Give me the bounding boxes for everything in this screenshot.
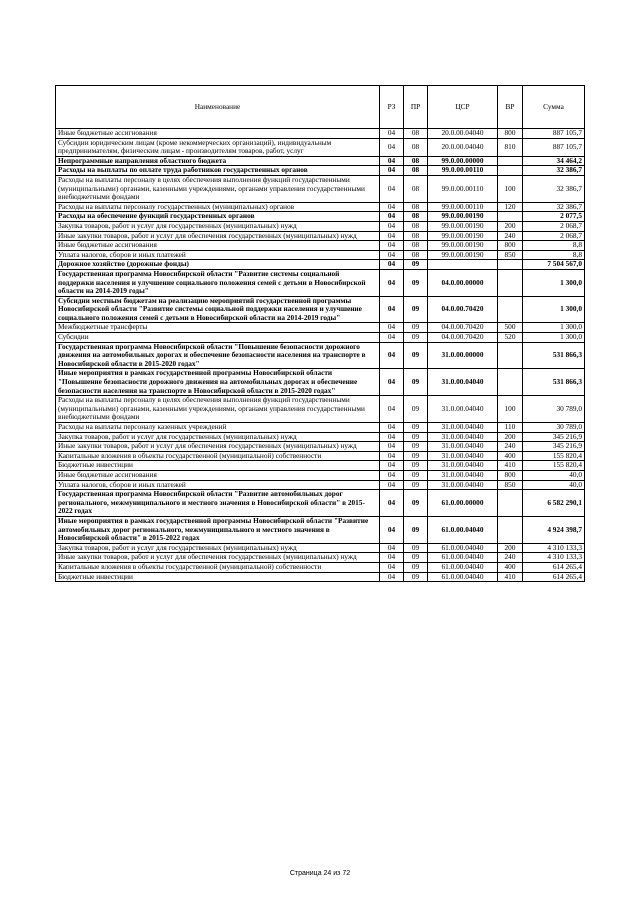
row-sum: 887 105,7: [523, 138, 585, 156]
row-name: Субсидии местным бюджетам на реализацию мероприятий государственной программы Новосибирской области "Развитие системы социальной поддержки населения и улучшение социального положения семей с детьми в Новосибирской области на 2014-2019 годы": [56, 296, 380, 323]
row-vr: [498, 490, 523, 517]
table-row: [56, 562, 585, 572]
row-pr: 09: [404, 260, 428, 270]
row-pr: 09: [404, 432, 428, 442]
row-vr: 800: [498, 470, 523, 480]
row-pr: 08: [404, 250, 428, 260]
row-sum: 4 924 398,7: [523, 516, 585, 543]
row-name: Иные закупки товаров, работ и услуг для обеспечения государственных (муниципальных) нужд: [56, 553, 380, 563]
table-row: [56, 342, 585, 369]
row-rz: 04: [380, 451, 404, 461]
row-name: Иные бюджетные ассигнования: [56, 129, 380, 139]
header-name: Наименование: [56, 86, 380, 129]
row-name: Капитальные вложения в объекты государственной (муниципальной) собственности: [56, 562, 380, 572]
table-row: [56, 241, 585, 251]
row-name: Расходы на выплаты персоналу в целях обеспечения выполнения функций государственными (муниципальными) органами, казенными учреждениями, органами управления государственными внебюджетными фондами: [56, 175, 380, 202]
row-sum: 345 216,9: [523, 442, 585, 452]
row-sum: 32 386,7: [523, 202, 585, 212]
row-pr: 09: [404, 323, 428, 333]
row-vr: [498, 260, 523, 270]
row-pr: 09: [404, 296, 428, 323]
row-rz: 04: [380, 480, 404, 490]
row-name: Иные мероприятия в рамках государственной программы Новосибирской области "Развитие автомобильных дорог регионального, межмуниципального и местного значения в Новосибирской области" в 2015-2022 годах: [56, 516, 380, 543]
row-pr: 09: [404, 470, 428, 480]
page-footer: Страница 24 из 72: [289, 870, 351, 877]
row-rz: 04: [380, 562, 404, 572]
row-name: Закупка товаров, работ и услуг для государственных (муниципальных) нужд: [56, 543, 380, 553]
row-csr: 99.0.00.00110: [428, 202, 498, 212]
row-rz: 04: [380, 156, 404, 166]
row-pr: 09: [404, 396, 428, 423]
row-name: Бюджетные инвестиции: [56, 461, 380, 471]
row-sum: 155 820,4: [523, 461, 585, 471]
row-rz: 04: [380, 231, 404, 241]
row-pr: 09: [404, 333, 428, 343]
row-sum: 887 105,7: [523, 129, 585, 139]
table-row: [56, 156, 585, 166]
row-vr: 110: [498, 423, 523, 433]
row-vr: [498, 156, 523, 166]
row-name: Расходы на выплаты персоналу в целях обеспечения выполнения функций государственными (муниципальными) органами, казенными учреждениями, органами управления государственными внебюджетными фондами: [56, 396, 380, 423]
row-name: Уплата налогов, сборов и иных платежей: [56, 250, 380, 260]
row-csr: 99.0.00.00190: [428, 231, 498, 241]
row-csr: 04.0.00.70420: [428, 323, 498, 333]
row-pr: 09: [404, 480, 428, 490]
row-sum: 531 866,3: [523, 342, 585, 369]
row-pr: 09: [404, 369, 428, 396]
row-vr: 800: [498, 241, 523, 251]
row-sum: 155 820,4: [523, 451, 585, 461]
row-name: Межбюджетные трансферты: [56, 323, 380, 333]
row-rz: 04: [380, 432, 404, 442]
row-pr: 09: [404, 269, 428, 296]
row-vr: 410: [498, 572, 523, 582]
table-row: [56, 516, 585, 543]
row-csr: 31.0.00.04040: [428, 480, 498, 490]
row-name: Субсидии: [56, 333, 380, 343]
table-body: [56, 129, 585, 582]
row-name: Расходы на выплаты по оплате труда работников государственных органов: [56, 166, 380, 176]
row-pr: 08: [404, 156, 428, 166]
row-sum: 40,0: [523, 470, 585, 480]
row-vr: 800: [498, 129, 523, 139]
row-rz: 04: [380, 260, 404, 270]
row-rz: 04: [380, 166, 404, 176]
row-csr: [428, 260, 498, 270]
table-row: [56, 369, 585, 396]
row-csr: 31.0.00.04040: [428, 396, 498, 423]
table-row: [56, 129, 585, 139]
row-csr: 31.0.00.00000: [428, 342, 498, 369]
row-csr: 61.0.00.04040: [428, 516, 498, 543]
row-csr: 99.0.00.00190: [428, 212, 498, 222]
row-rz: 04: [380, 423, 404, 433]
header-pr: ПР: [404, 86, 428, 129]
row-csr: 04.0.00.00000: [428, 269, 498, 296]
row-sum: 32 386,7: [523, 166, 585, 176]
row-name: Дорожное хозяйство (дорожные фонды): [56, 260, 380, 270]
header-rz: РЗ: [380, 86, 404, 129]
row-rz: 04: [380, 250, 404, 260]
row-csr: 20.0.00.04040: [428, 138, 498, 156]
row-csr: 04.0.00.70420: [428, 333, 498, 343]
row-sum: 8,8: [523, 241, 585, 251]
table-row: [56, 470, 585, 480]
row-name: Государственная программа Новосибирской области "Развитие автомобильных дорог регионального, межмуниципального и местного значения в Новосибирской области" в 2015-2022 годах: [56, 490, 380, 517]
row-sum: 1 300,0: [523, 269, 585, 296]
table-row: [56, 212, 585, 222]
row-csr: 31.0.00.04040: [428, 432, 498, 442]
row-pr: 09: [404, 342, 428, 369]
row-sum: 32 386,7: [523, 175, 585, 202]
row-rz: 04: [380, 396, 404, 423]
row-vr: [498, 212, 523, 222]
row-sum: 1 300,0: [523, 333, 585, 343]
row-pr: 09: [404, 562, 428, 572]
row-csr: 99.0.00.00190: [428, 241, 498, 251]
row-pr: 08: [404, 138, 428, 156]
row-sum: 531 866,3: [523, 369, 585, 396]
row-name: Капитальные вложения в объекты государственной (муниципальной) собственности: [56, 451, 380, 461]
row-pr: 09: [404, 423, 428, 433]
row-pr: 08: [404, 175, 428, 202]
row-csr: 61.0.00.00000: [428, 490, 498, 517]
row-vr: 850: [498, 480, 523, 490]
table-row: [56, 250, 585, 260]
row-name: Иные мероприятия в рамках государственной программы Новосибирской области "Повышение безопасности дорожного движения на автомобильных дорогах и обеспечение безопасности населения на транспорте в Новосибирской области в 2015-2020 годах": [56, 369, 380, 396]
row-csr: 31.0.00.04040: [428, 442, 498, 452]
table-row: [56, 323, 585, 333]
row-pr: 09: [404, 516, 428, 543]
row-rz: 04: [380, 490, 404, 517]
row-csr: 61.0.00.04040: [428, 562, 498, 572]
row-sum: 614 265,4: [523, 562, 585, 572]
row-vr: 100: [498, 175, 523, 202]
row-pr: 09: [404, 553, 428, 563]
row-csr: 99.0.00.00110: [428, 175, 498, 202]
row-sum: 6 582 290,1: [523, 490, 585, 517]
row-rz: 04: [380, 369, 404, 396]
row-rz: 04: [380, 202, 404, 212]
row-vr: 200: [498, 432, 523, 442]
header-csr: ЦСР: [428, 86, 498, 129]
row-rz: 04: [380, 269, 404, 296]
table-header-row: [56, 86, 585, 129]
row-name: Расходы на выплаты персоналу казенных учреждений: [56, 423, 380, 433]
row-rz: 04: [380, 296, 404, 323]
row-csr: 61.0.00.04040: [428, 543, 498, 553]
table-row: [56, 296, 585, 323]
row-rz: 04: [380, 241, 404, 251]
row-vr: 120: [498, 202, 523, 212]
row-csr: 31.0.00.04040: [428, 451, 498, 461]
row-sum: 614 265,4: [523, 572, 585, 582]
row-vr: 240: [498, 231, 523, 241]
row-sum: 4 310 133,3: [523, 543, 585, 553]
table-row: [56, 442, 585, 452]
row-name: Расходы на выплаты персоналу государственных (муниципальных) органов: [56, 202, 380, 212]
row-pr: 09: [404, 490, 428, 517]
row-pr: 08: [404, 221, 428, 231]
table-row: [56, 175, 585, 202]
row-sum: 2 068,7: [523, 221, 585, 231]
row-csr: 99.0.00.00110: [428, 166, 498, 176]
row-pr: 08: [404, 241, 428, 251]
row-rz: 04: [380, 442, 404, 452]
row-name: Закупка товаров, работ и услуг для государственных (муниципальных) нужд: [56, 432, 380, 442]
row-vr: 240: [498, 553, 523, 563]
budget-table: [55, 85, 585, 582]
table-row: [56, 333, 585, 343]
row-vr: 400: [498, 562, 523, 572]
row-vr: 240: [498, 442, 523, 452]
row-sum: 4 310 133,3: [523, 553, 585, 563]
row-pr: 09: [404, 461, 428, 471]
row-sum: 345 216,9: [523, 432, 585, 442]
row-vr: 500: [498, 323, 523, 333]
row-csr: 99.0.00.00190: [428, 221, 498, 231]
row-vr: [498, 342, 523, 369]
row-pr: 09: [404, 543, 428, 553]
table-row: [56, 166, 585, 176]
row-rz: 04: [380, 333, 404, 343]
row-rz: 04: [380, 175, 404, 202]
row-sum: 8,8: [523, 250, 585, 260]
row-pr: 08: [404, 202, 428, 212]
row-pr: 09: [404, 451, 428, 461]
table-row: [56, 543, 585, 553]
row-pr: 09: [404, 442, 428, 452]
row-csr: 31.0.00.04040: [428, 461, 498, 471]
row-name: Государственная программа Новосибирской области "Развитие системы социальной поддержки населения и улучшение социального положения семей с детьми в Новосибирской области на 2014-2019 годы": [56, 269, 380, 296]
table-row: [56, 461, 585, 471]
row-rz: 04: [380, 461, 404, 471]
row-sum: 40,0: [523, 480, 585, 490]
row-vr: [498, 269, 523, 296]
row-rz: 04: [380, 221, 404, 231]
table-row: [56, 572, 585, 582]
row-pr: 08: [404, 166, 428, 176]
table-row: [56, 202, 585, 212]
row-name: Непрограммные направления областного бюджета: [56, 156, 380, 166]
row-csr: 31.0.00.04040: [428, 470, 498, 480]
row-rz: 04: [380, 212, 404, 222]
row-name: Бюджетные инвестиции: [56, 572, 380, 582]
table-row: [56, 423, 585, 433]
row-sum: 1 300,0: [523, 296, 585, 323]
row-vr: 850: [498, 250, 523, 260]
row-name: Уплата налогов, сборов и иных платежей: [56, 480, 380, 490]
row-pr: 08: [404, 212, 428, 222]
row-sum: 30 789,0: [523, 396, 585, 423]
row-csr: 04.0.00.70420: [428, 296, 498, 323]
table-row: [56, 451, 585, 461]
table-row: [56, 480, 585, 490]
row-rz: 04: [380, 342, 404, 369]
row-csr: 61.0.00.04040: [428, 553, 498, 563]
row-sum: 34 464,2: [523, 156, 585, 166]
row-csr: 20.0.00.04040: [428, 129, 498, 139]
table-row: [56, 138, 585, 156]
table-row: [56, 269, 585, 296]
row-vr: [498, 296, 523, 323]
table-row: [56, 396, 585, 423]
row-rz: 04: [380, 543, 404, 553]
table-row: [56, 231, 585, 241]
row-csr: 31.0.00.04040: [428, 423, 498, 433]
row-sum: 2 068,7: [523, 231, 585, 241]
row-rz: 04: [380, 323, 404, 333]
row-sum: 1 300,0: [523, 323, 585, 333]
row-rz: 04: [380, 129, 404, 139]
row-vr: 810: [498, 138, 523, 156]
row-name: Расходы на обеспечение функций государственных органов: [56, 212, 380, 222]
row-vr: 520: [498, 333, 523, 343]
row-vr: 400: [498, 451, 523, 461]
table-row: [56, 260, 585, 270]
row-name: Иные закупки товаров, работ и услуг для обеспечения государственных (муниципальных) нужд: [56, 231, 380, 241]
row-sum: 7 504 567,0: [523, 260, 585, 270]
row-rz: 04: [380, 572, 404, 582]
row-vr: [498, 166, 523, 176]
row-vr: 200: [498, 543, 523, 553]
row-vr: [498, 516, 523, 543]
table-row: [56, 221, 585, 231]
row-pr: 09: [404, 572, 428, 582]
row-rz: 04: [380, 138, 404, 156]
row-csr: 99.0.00.00000: [428, 156, 498, 166]
row-rz: 04: [380, 553, 404, 563]
row-pr: 08: [404, 129, 428, 139]
table-row: [56, 490, 585, 517]
table-row: [56, 432, 585, 442]
row-csr: 61.0.00.04040: [428, 572, 498, 582]
row-vr: 410: [498, 461, 523, 471]
row-rz: 04: [380, 470, 404, 480]
row-sum: 2 077,5: [523, 212, 585, 222]
row-name: Иные бюджетные ассигнования: [56, 241, 380, 251]
row-name: Закупка товаров, работ и услуг для государственных (муниципальных) нужд: [56, 221, 380, 231]
row-rz: 04: [380, 516, 404, 543]
row-sum: 30 789,0: [523, 423, 585, 433]
header-sum: Сумма: [523, 86, 585, 129]
row-csr: 99.0.00.00190: [428, 250, 498, 260]
row-vr: [498, 369, 523, 396]
table-row: [56, 553, 585, 563]
row-name: Иные закупки товаров, работ и услуг для обеспечения государственных (муниципальных) нужд: [56, 442, 380, 452]
row-csr: 31.0.00.04040: [428, 369, 498, 396]
row-name: Государственная программа Новосибирской области "Повышение безопасности дорожного движения на автомобильных дорогах и обеспечение безопасности населения на транспорте в Новосибирской области в 2015-2020 годах": [56, 342, 380, 369]
row-name: Субсидии юридическим лицам (кроме некоммерческих организаций), индивидуальным предпринимателям, физическим лицам - производителям товаров, работ, услуг: [56, 138, 380, 156]
row-name: Иные бюджетные ассигнования: [56, 470, 380, 480]
row-vr: 200: [498, 221, 523, 231]
row-pr: 08: [404, 231, 428, 241]
row-vr: 100: [498, 396, 523, 423]
header-vr: ВР: [498, 86, 523, 129]
